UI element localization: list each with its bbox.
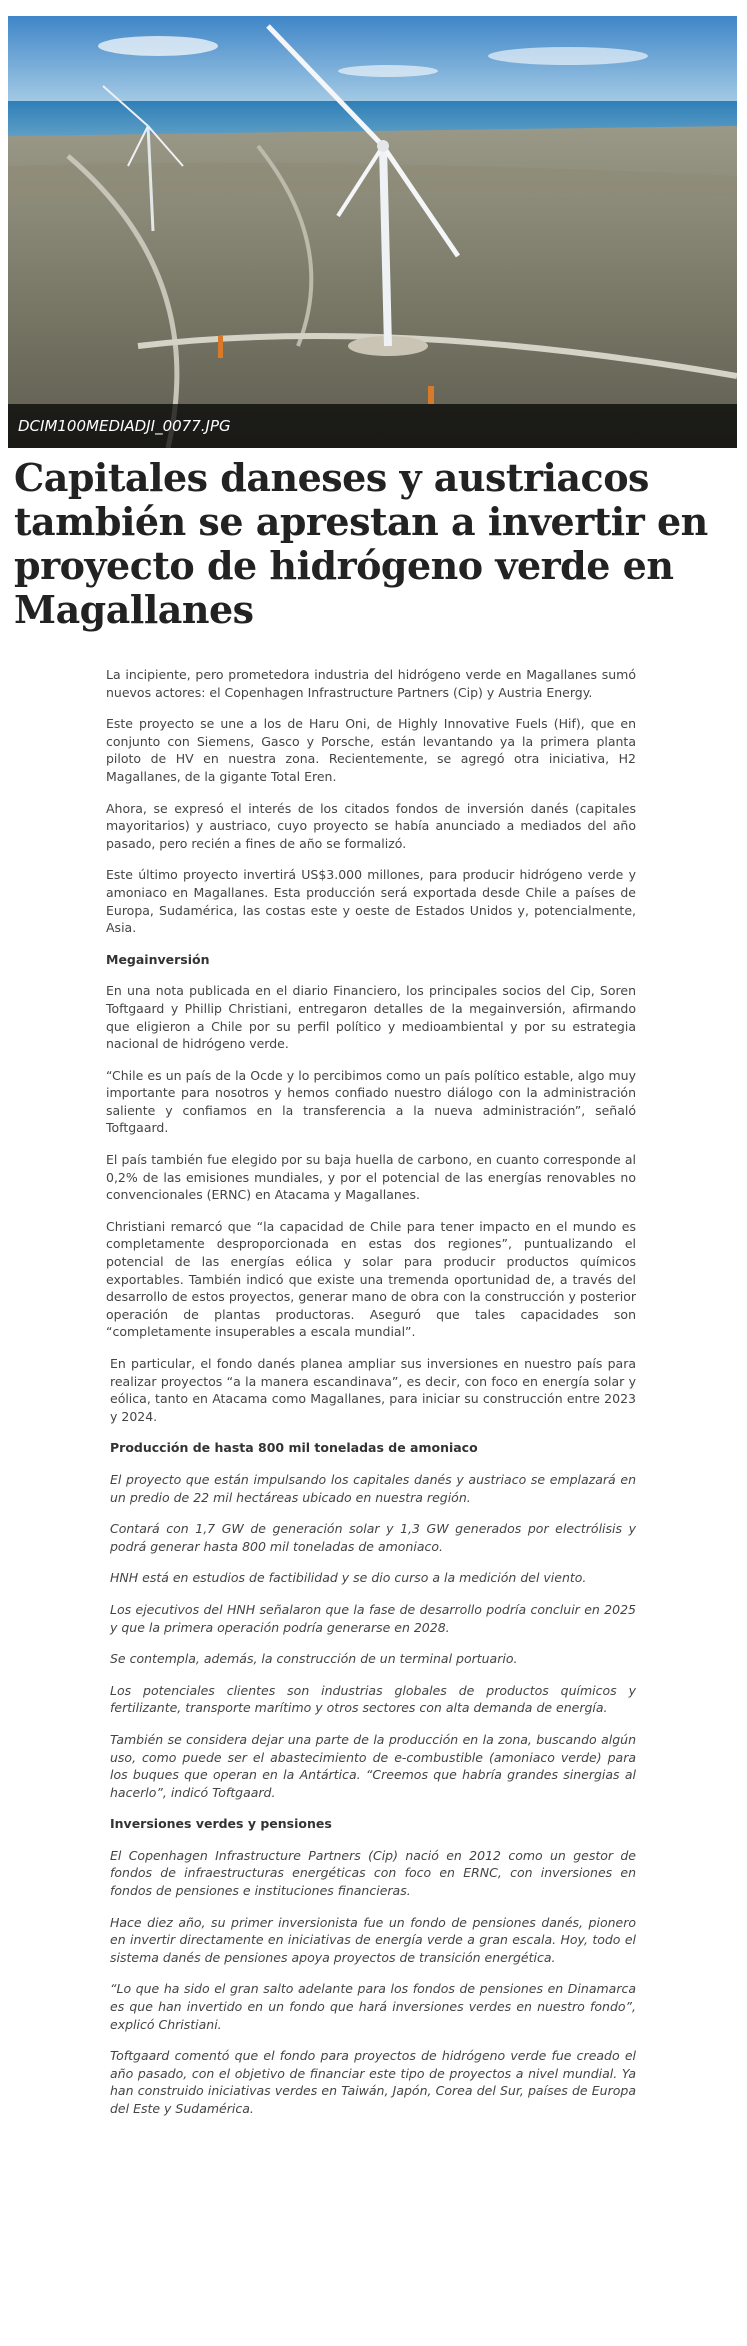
italic-paragraph: Hace diez año, su primer inversionista fue un fondo de pensiones danés, pionero en invertir directamente en iniciativas de energía verde a gran escala. Hoy, todo el sistema danés de pensiones apoya proyectos de transición energética. bbox=[110, 1914, 636, 1965]
italic-paragraph: HNH está en estudios de factibilidad y se dio curso a la medición del viento. bbox=[110, 1570, 587, 1586]
paragraph: En una nota publicada en el diario Financiero, los principales socios del Cip, Soren Toftgaard y Phillip Christiani, entregaron detalles de la megainversión, afirmando que eligieron a Chile por su perfil político y medioambiental y por su estrategia nacional de hidrógeno verde. bbox=[106, 983, 636, 1052]
italic-paragraph: Los potenciales clientes son industrias globales de productos químicos y fertilizante, transporte marítimo y otros sectores con alta demanda de energía. bbox=[110, 1682, 636, 1716]
section-heading: Inversiones verdes y pensiones bbox=[110, 1816, 332, 1832]
paragraph: Ahora, se expresó el interés de los citados fondos de inversión danés (capitales mayoritarios) y austriaco, cuyo proyecto se había anunciado a mediados del año pasado, pero recién a fines de año se formalizó. bbox=[106, 800, 636, 851]
paragraph: Este proyecto se une a los de Haru Oni, de Highly Innovative Fuels (Hif), que en conjunto con Siemens, Gasco y Porsche, están levantando ya la primera planta piloto de HV en nuestra zona. Recientemente, se agregó otra iniciativa, H2 Magallanes, de la gigante Total Eren. bbox=[106, 716, 636, 784]
italic-paragraph: También se considera dejar una parte de la producción en la zona, buscando algún uso, como puede ser el abastecimiento de e-combustible (amoniaco verde) para los buques que operan en la Antártica. “Creemos que habría grandes sinergias al hacerlo”, indicó Toftgaard. bbox=[110, 1731, 636, 1800]
photo-caption: DCIM100MEDIADJI_0077.JPG bbox=[8, 404, 737, 448]
section-heading: Megainversión bbox=[106, 951, 210, 967]
hero-photo bbox=[8, 16, 737, 448]
paragraph: En particular, el fondo danés planea ampliar sus inversiones en nuestro país para realizar proyectos “a la manera escandinava”, es decir, con foco en energía solar y eólica, tanto en Atacama como Magallanes, para iniciar su construcción entre 2023 y 2024. bbox=[110, 1356, 636, 1424]
italic-paragraph: Se contempla, además, la construcción de un terminal portuario. bbox=[110, 1651, 518, 1667]
italic-paragraph: El Copenhagen Infrastructure Partners (Cip) nació en 2012 como un gestor de fondos de infraestructuras energéticas con foco en ERNC, con inversiones en fondos de pensiones e instituciones financieras. bbox=[110, 1847, 636, 1899]
article-headline: Capitales daneses y austriacos también se aprestan a invertir en proyecto de hidrógeno verde en Magallanes bbox=[14, 455, 708, 632]
article-body bbox=[106, 666, 636, 2132]
italic-paragraph: “Lo que ha sido el gran salto adelante para los fondos de pensiones en Dinamarca es que han invertido en un fondo que hará inversiones verdes en nuestro fondo”, explicó Christiani. bbox=[110, 1981, 636, 2032]
italic-paragraph: Los ejecutivos del HNH señalaron que la fase de desarrollo podría concluir en 2025 y que la primera operación podría generarse en 2028. bbox=[110, 1601, 636, 1635]
italic-paragraph: Contará con 1,7 GW de generación solar y 1,3 GW generados por electrólisis y podrá generar hasta 800 mil toneladas de amoniaco. bbox=[110, 1521, 636, 1554]
italic-paragraph: El proyecto que están impulsando los capitales danés y austriaco se emplazará en un predio de 22 mil hectáreas ubicado en nuestra región. bbox=[110, 1471, 636, 1505]
paragraph: Este último proyecto invertirá US$3.000 millones, para producir hidrógeno verde y amoniaco en Magallanes. Esta producción será exportada desde Chile a países de Europa, Sudamérica, las costas este y oeste de Estados Unidos y, potencialmente, Asia. bbox=[106, 867, 636, 936]
paragraph: El país también fue elegido por su baja huella de carbono, en cuanto corresponde al 0,2% de las emisiones mundiales, y por el potencial de las energías renovables no convencionales (ERNC) en Atacama y Magallanes. bbox=[106, 1152, 636, 1203]
paragraph: La incipiente, pero prometedora industria del hidrógeno verde en Magallanes sumó nuevos actores: el Copenhagen Infrastructure Partners (Cip) y Austria Energy. bbox=[106, 667, 636, 700]
wind-turbine-landscape-image bbox=[8, 16, 737, 448]
paragraph: Christiani remarcó que “la capacidad de Chile para tener impacto en el mundo es completamente desproporcionada en estas dos regiones”, puntualizando el potencial de las energías eólica y solar para producir productos químicos exportables. También indicó que existe una tremenda oportunidad de, a través del desarrollo de estos proyectos, generar mano de obra con la construcción y posterior operación de plantas productoras. Aseguró que tales capacidades son “completamente insuperables a escala mundial”. bbox=[106, 1218, 636, 1340]
italic-paragraph: Toftgaard comentó que el fondo para proyectos de hidrógeno verde fue creado el año pasado, con el objetivo de financiar este tipo de proyectos a nivel mundial. Ya han construido iniciativas verdes en Taiwán, Japón, Corea del Sur, países de Europa del Este y Sudamérica. bbox=[110, 2048, 636, 2116]
paragraph: “Chile es un país de la Ocde y lo percibimos como un país político estable, algo muy importante para nosotros y hemos confiado nuestro diálogo con la administración saliente y confiamos en la transferencia a la nueva administración”, señaló Toftgaard. bbox=[106, 1067, 636, 1136]
section-heading: Producción de hasta 800 mil toneladas de amoniaco bbox=[110, 1440, 478, 1456]
